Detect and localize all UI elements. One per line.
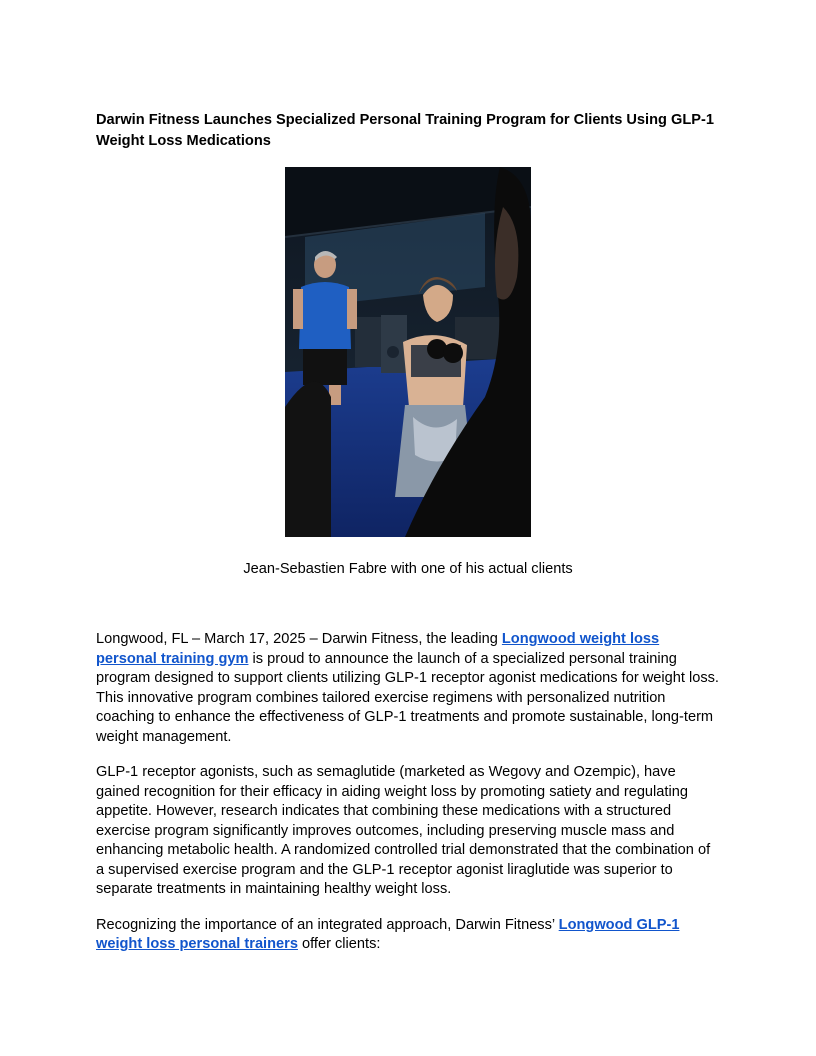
paragraph-1-rest: is proud to announce the launch of a specialized personal training program designed to support clients utilizing GLP-1 receptor agonist medications for weight loss. This innovative program combines tailored exercise regimens with personalized nutrition coaching to enhance the effectiveness of GLP-1 treatments and promote sustainable, long-term weight management. [96, 650, 719, 745]
gym-training-photo [285, 167, 531, 537]
photo-caption: Jean-Sebastien Fabre with one of his actual clients [243, 561, 573, 577]
paragraph-3-rest: offer clients: [297, 936, 381, 952]
press-release-title: Darwin Fitness Launches Specialized Personal Training Program for Clients Using GLP-1 Weight Loss Medications [96, 112, 714, 149]
paragraph-3 [96, 916, 720, 955]
paragraph-2: GLP-1 receptor agonists, such as semaglutide (marketed as Wegovy and Ozempic), have gained recognition for their efficacy in aiding weight loss by promoting satiety and regulating appetite. However, research indicates that combining these medications with a structured exercise program significantly improves outcomes, including preserving muscle mass and enhancing metabolic health. A randomized controlled trial demonstrated that the combination of a supervised exercise program and the GLP-1 receptor agonist liraglutide was superior to separate treatments in maintaining healthy weight loss. [96, 764, 711, 897]
longwood-weight-loss-gym-link[interactable]: Longwood weight loss personal training gym [96, 631, 660, 667]
document-page [96, 110, 720, 955]
paragraph-1-lead: Longwood, FL – March 17, 2025 – Darwin Fitness, the leading [96, 631, 502, 647]
glp1-personal-trainers-link[interactable]: Longwood GLP-1 weight loss personal trainers [96, 916, 680, 952]
paragraph-1 [96, 630, 720, 747]
paragraph-3-lead: Recognizing the importance of an integrated approach, Darwin Fitness’ [96, 916, 559, 933]
photo-container [96, 167, 720, 542]
